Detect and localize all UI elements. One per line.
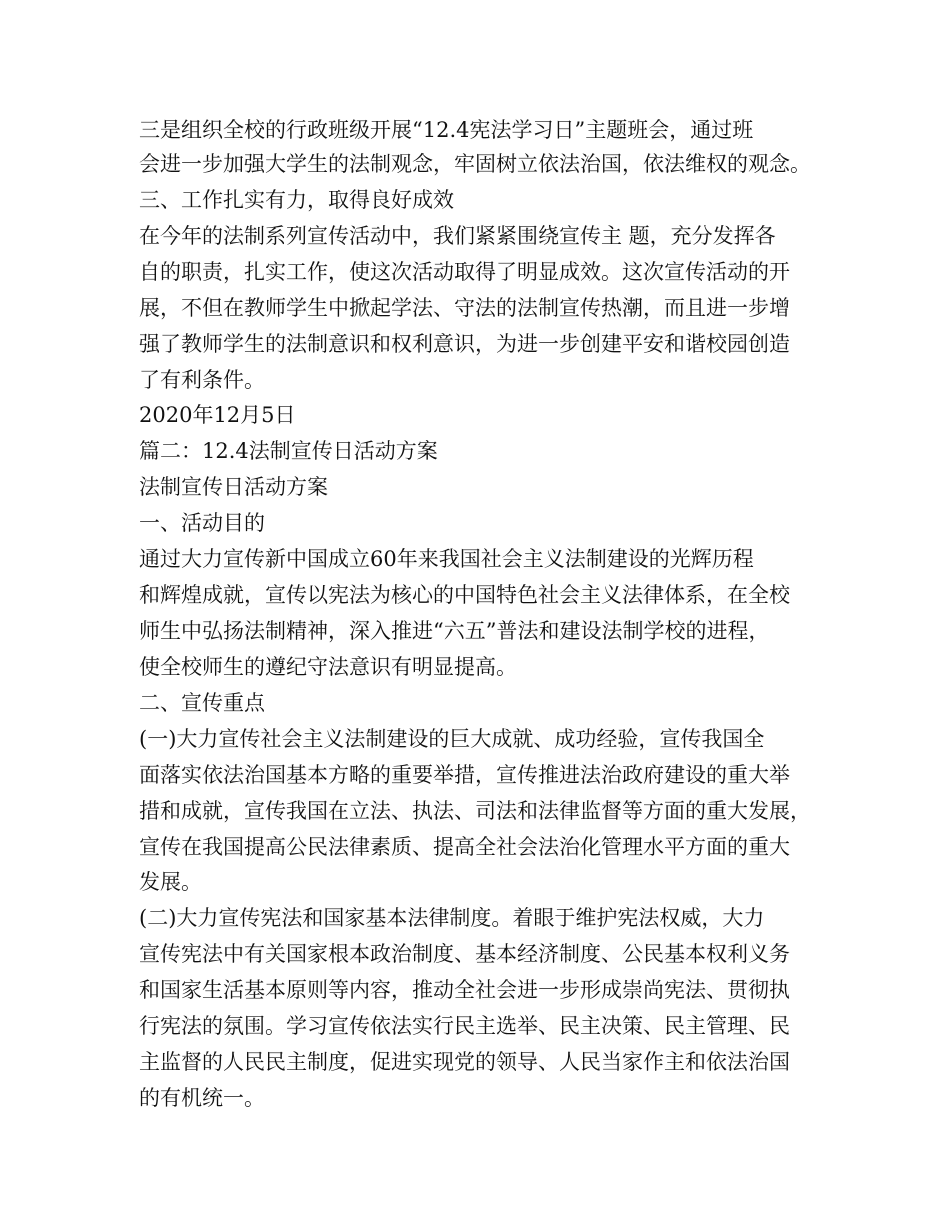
text-line: 自的职责，扎实工作，使这次活动取得了明显成效。这次宣传活动的开 <box>139 260 790 284</box>
section-heading: 三、工作扎实有力，取得良好成效 <box>139 188 454 212</box>
text-line: 在今年的法制系列宣传活动中，我们紧紧围绕宣传主 题，充分发挥各 <box>139 224 776 248</box>
text-line: 措和成就，宣传我国在立法、执法、司法和法律监督等方面的重大发展， <box>139 799 811 823</box>
chapter-title: 篇二：12.4法制宣传日活动方案 <box>139 439 438 463</box>
text-line: (二)大力宣传宪法和国家基本法律制度。着眼于维护宪法权威，大力 <box>139 906 765 930</box>
text-line: 主监督的人民民主制度，促进实现党的领导、人民当家作主和依法治国 <box>139 1050 790 1074</box>
text-line: 强了教师学生的法制意识和权利意识，为进一步创建平安和谐校园创造 <box>139 332 790 356</box>
document-title: 法制宣传日活动方案 <box>139 475 328 499</box>
section-heading: 一、活动目的 <box>139 511 265 535</box>
text-line: 和国家生活基本原则等内容，推动全社会进一步形成崇尚宪法、贯彻执 <box>139 978 790 1002</box>
text-line: 的有机统一。 <box>139 1086 265 1110</box>
section-heading: 二、宣传重点 <box>139 691 265 715</box>
text-line: 和辉煌成就，宣传以宪法为核心的中国特色社会主义法律体系，在全校 <box>139 583 790 607</box>
text-line: 通过大力宣传新中国成立60年来我国社会主义法制建设的光辉历程 <box>139 547 754 571</box>
date-line: 2020年12月5日 <box>139 403 296 427</box>
text-line: 三是组织全校的行政班级开展“12.4宪法学习日”主题班会，通过班 <box>139 118 754 142</box>
text-line: 会进一步加强大学生的法制观念，牢固树立依法治国，依法维权的观念。 <box>139 152 811 176</box>
text-line: 师生中弘扬法制精神，深入推进“六五”普法和建设法制学校的进程， <box>139 619 770 643</box>
text-line: 宣传在我国提高公民法律素质、提高全社会法治化管理水平方面的重大 <box>139 835 790 859</box>
text-line: 使全校师生的遵纪守法意识有明显提高。 <box>139 655 517 679</box>
text-line: 面落实依法治国基本方略的重要举措，宣传推进法治政府建设的重大举 <box>139 763 790 787</box>
text-line: 发展。 <box>139 870 202 894</box>
text-line: 宣传宪法中有关国家根本政治制度、基本经济制度、公民基本权利义务 <box>139 942 790 966</box>
text-line: 行宪法的氛围。学习宣传依法实行民主选举、民主决策、民主管理、民 <box>139 1014 790 1038</box>
text-line: 了有利条件。 <box>139 368 265 392</box>
text-line: (一)大力宣传社会主义法制建设的巨大成就、成功经验，宣传我国全 <box>139 727 765 751</box>
text-line: 展，不但在教师学生中掀起学法、守法的法制宣传热潮，而且进一步增 <box>139 296 790 320</box>
